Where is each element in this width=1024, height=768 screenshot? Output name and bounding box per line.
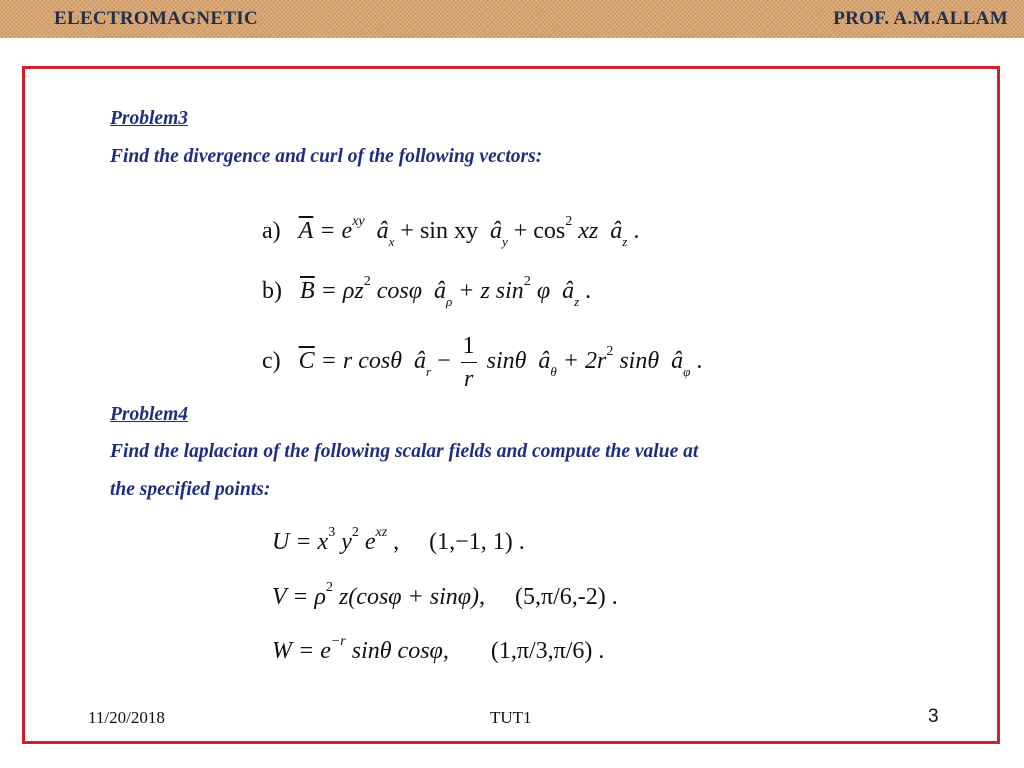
footer-center-label: TUT1: [490, 708, 532, 727]
eq-u-mid: y: [341, 529, 352, 555]
eq-c-frac-den: r: [463, 366, 474, 392]
eq-a-end: .: [633, 218, 640, 244]
equation-a: [262, 214, 640, 249]
eq-w-point: (1,π/3,π/6) .: [490, 638, 605, 664]
problem3-heading: Problem3: [110, 108, 188, 129]
eq-v-lhs: V = ρ: [272, 584, 326, 610]
eq-c-term3b: sinθ: [619, 348, 660, 375]
eq-b-term1: = ρz: [320, 278, 364, 304]
eq-a-exp1: xy: [352, 214, 365, 229]
eq-c-term3: + 2r: [562, 348, 607, 375]
eq-a-unit3: â: [610, 218, 623, 244]
eq-b-exp1: 2: [363, 274, 371, 289]
eq-c-exp3: 2: [606, 344, 614, 360]
eq-u-exp2: 2: [351, 525, 359, 540]
eq-v-exp1: 2: [325, 580, 333, 595]
eq-w-lhs: W = e: [272, 638, 331, 664]
eq-c-unit3: â: [671, 348, 684, 375]
equation-u: [272, 525, 525, 556]
eq-b-sub1: ρ: [446, 293, 453, 309]
eq-c-unit1: â: [414, 348, 426, 375]
slide-number: 3: [928, 706, 939, 727]
eq-u-exp3: xz: [375, 525, 388, 540]
equation-b: [262, 274, 592, 309]
eq-u-mid2: e: [364, 529, 376, 555]
eq-c-fraction: [461, 334, 477, 391]
footer-date: 11/20/2018: [88, 708, 165, 727]
eq-c-sub1: r: [426, 363, 432, 379]
eq-c-minus: −: [437, 348, 451, 375]
problem4-text-line1: Find the laplacian of the following scalar fields and compute the value at: [110, 441, 699, 462]
equation-v: [272, 580, 618, 611]
header-bar: [0, 0, 1024, 38]
eq-b-sub2: z: [574, 293, 580, 309]
eq-b-label: b): [262, 278, 282, 304]
eq-a-sub1: x: [388, 233, 395, 249]
problem4-heading: Problem4: [110, 404, 188, 425]
eq-a-exp3: 2: [565, 214, 573, 229]
eq-b-term1b: cosφ: [376, 278, 423, 304]
eq-a-term3: + cos: [513, 218, 566, 244]
eq-c-term1: = r cosθ: [320, 348, 402, 375]
eq-a-term3b: xz: [578, 218, 599, 244]
eq-a-term1: = e: [319, 218, 353, 244]
eq-c-unit2: â: [538, 348, 551, 375]
eq-w-mid: sinθ cosφ,: [351, 638, 449, 664]
eq-c-sub3: φ: [683, 363, 691, 379]
eq-b-unit2: â: [562, 278, 575, 304]
eq-a-sub3: z: [622, 233, 628, 249]
eq-c-term2: sinθ: [486, 348, 527, 375]
eq-u-point: , (1,−1, 1) .: [393, 529, 525, 555]
eq-b-end: .: [585, 278, 592, 304]
eq-c-vector: $\overline{C}$: [298, 348, 315, 375]
problem3-text: Find the divergence and curl of the following vectors:: [110, 146, 543, 167]
eq-b-unit1: â: [434, 278, 447, 304]
eq-b-exp2: 2: [523, 274, 531, 289]
eq-a-unit1: â: [376, 218, 389, 244]
eq-w-exp1: −r: [330, 634, 346, 649]
eq-c-sub2: θ: [550, 363, 557, 379]
eq-b-vector: $\overline{B}$: [300, 278, 315, 304]
eq-a-unit2: â: [489, 218, 502, 244]
eq-a-vector: $\overline{A}$: [298, 218, 314, 244]
eq-v-mid: z(cosφ + sinφ),: [338, 584, 486, 610]
eq-c-frac-num: 1: [461, 334, 477, 363]
eq-c-end: .: [696, 348, 703, 375]
problem4-text-line2: the specified points:: [110, 479, 271, 500]
course-title: ELECTROMAGNETIC: [54, 8, 259, 29]
eq-b-term2: + z sin: [458, 278, 524, 304]
eq-a-label: a): [262, 218, 281, 244]
author-title: PROF. A.M.ALLAM: [833, 8, 1008, 29]
eq-u-exp1: 3: [328, 525, 336, 540]
eq-a-term2: + sin xy: [400, 218, 478, 244]
equation-w: [272, 634, 605, 665]
eq-b-term2b: φ: [536, 278, 551, 304]
equation-c: [262, 334, 702, 391]
eq-c-label: c): [262, 348, 281, 375]
eq-v-point: (5,π/6,-2) .: [515, 584, 618, 610]
eq-u-lhs: U = x: [272, 529, 329, 555]
eq-a-sub2: y: [501, 233, 508, 249]
